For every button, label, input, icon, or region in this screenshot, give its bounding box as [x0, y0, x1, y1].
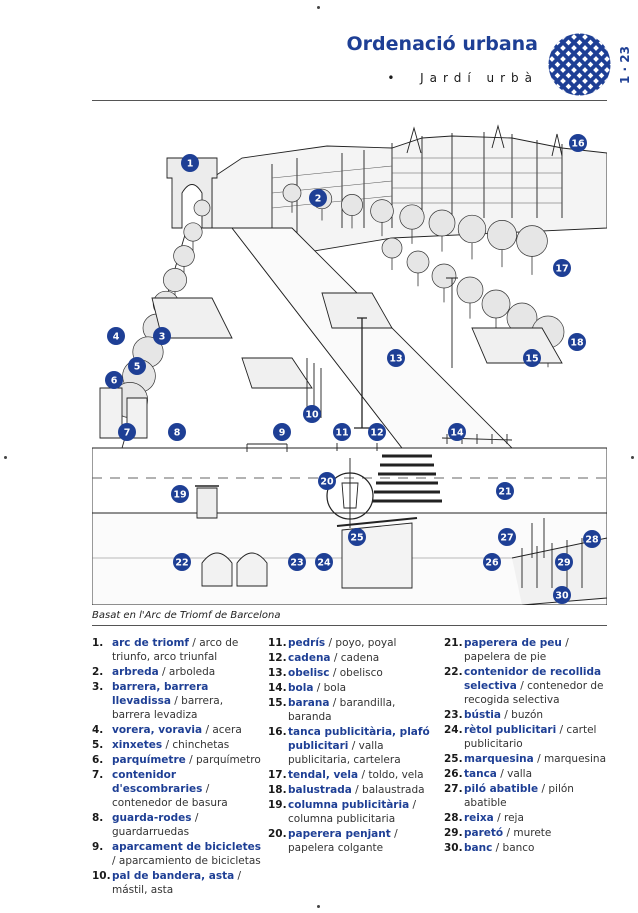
- glossary-entry-body: [112, 753, 262, 767]
- callout-number: 27: [500, 532, 514, 544]
- glossary-separator: /: [496, 768, 508, 780]
- glossary-entry-body: [288, 725, 440, 767]
- glossary-column-2: [268, 636, 440, 856]
- tree-crown: [174, 246, 195, 267]
- callout-number: 30: [555, 590, 569, 602]
- logo-tile: [588, 33, 594, 34]
- crop-mark: [631, 456, 634, 459]
- tree-crown: [283, 184, 301, 202]
- glossary-entry: [268, 636, 440, 650]
- logo-tile: [604, 89, 610, 95]
- tree-crown: [458, 215, 486, 243]
- glossary-entry: [444, 782, 610, 810]
- glossary-separator: /: [188, 637, 200, 649]
- glossary-translation: reja: [503, 812, 524, 824]
- crop-mark: [4, 456, 7, 459]
- tree-crown: [400, 205, 424, 229]
- callout-number: 3: [158, 331, 166, 343]
- glossary-entry-number: 17.: [268, 769, 287, 781]
- logo-tile: [548, 40, 549, 46]
- glossary-entry-body: [112, 840, 262, 868]
- tree-crown: [341, 194, 362, 215]
- glossary-entry-body: [112, 738, 262, 752]
- glossary-term: bústia: [464, 709, 501, 721]
- header-rule: [92, 100, 607, 101]
- urban-garden-illustration: [92, 118, 607, 605]
- tree-crown: [382, 238, 402, 258]
- glossary-entry-number: 24.: [444, 724, 463, 736]
- glossary-entry: [268, 666, 440, 680]
- crop-mark: [317, 6, 320, 9]
- callout-number: 18: [570, 337, 584, 349]
- glossary-separator: /: [185, 754, 196, 766]
- glossary-entry-number: 21.: [444, 637, 463, 649]
- glossary-separator: /: [234, 870, 242, 882]
- glossary-translation: marquesina: [543, 753, 607, 765]
- glossary-entry: [92, 680, 262, 722]
- glossary-term: reixa: [464, 812, 494, 824]
- glossary-translation: barrera, barrera levadiza: [112, 695, 224, 721]
- glossary-entry: [444, 752, 610, 766]
- glossary-separator: /: [162, 739, 173, 751]
- callout-number: 28: [585, 534, 599, 546]
- glossary-entry: [444, 665, 610, 707]
- glossary-term: barrera, barrera llevadissa: [112, 681, 209, 707]
- logo-tile: [555, 33, 561, 34]
- glossary-translation: cadena: [340, 652, 380, 664]
- glossary-entry-body: [288, 783, 440, 797]
- glossary-entry-number: 16.: [268, 726, 287, 738]
- logo-tile: [610, 51, 611, 57]
- logo-tile: [599, 95, 605, 96]
- glossary-term: bola: [288, 682, 314, 694]
- tree-crown: [457, 277, 483, 303]
- callout-number: 22: [175, 557, 189, 569]
- glossary-entry-number: 7.: [92, 769, 104, 781]
- glossary-term: rètol publicitari: [464, 724, 557, 736]
- tree-crown: [371, 200, 394, 223]
- glossary-entry-number: 4.: [92, 724, 104, 736]
- logo-tile: [604, 34, 610, 40]
- callout-number: 14: [450, 427, 464, 439]
- glossary-entry: [268, 783, 440, 797]
- glossary-separator: /: [500, 709, 512, 721]
- callout-number: 19: [173, 489, 187, 501]
- glossary-entry: [92, 723, 262, 737]
- glossary-entry-body: [288, 696, 440, 724]
- glossary-translation: valla publicitaria, cartelera: [288, 740, 401, 766]
- glossary-entry-body: [112, 665, 262, 679]
- glossary-separator: /: [191, 812, 199, 824]
- glossary-term: guarda-rodes: [112, 812, 192, 824]
- callout-number: 6: [110, 375, 118, 387]
- callout-number: 12: [370, 427, 384, 439]
- glossary-translation: contenedor de recogida selectiva: [464, 680, 604, 706]
- glossary-entry: [268, 725, 440, 767]
- glossary-separator: /: [158, 666, 169, 678]
- glossary-entry-number: 28.: [444, 812, 463, 824]
- callout-number: 15: [525, 353, 539, 365]
- glossary-entry-body: [288, 651, 440, 665]
- glossary-term: arc de triomf: [112, 637, 189, 649]
- glossary-entry: [92, 665, 262, 679]
- glossary-entry-number: 15.: [268, 697, 287, 709]
- glossary-term: banc: [464, 842, 493, 854]
- glossary-entry: [444, 636, 610, 664]
- glossary-separator: /: [409, 799, 417, 811]
- glossary-translation: papelera de pie: [464, 651, 547, 663]
- logo-tile: [588, 95, 594, 96]
- glossary-entry: [92, 753, 262, 767]
- logo-tile: [549, 34, 555, 40]
- glossary-term: arbreda: [112, 666, 159, 678]
- glossary-entry-number: 12.: [268, 652, 287, 664]
- logo-tile: [548, 84, 549, 90]
- tree-crown: [184, 223, 202, 241]
- page-subtitle: • Jardí urbà: [387, 71, 538, 85]
- glossary-entry: [268, 798, 440, 826]
- glossary-translation: obelisco: [339, 667, 383, 679]
- glossary-entry-number: 14.: [268, 682, 287, 694]
- glossary-entry-number: 23.: [444, 709, 463, 721]
- glossary-column-1: [92, 636, 262, 898]
- glossary-term: paretó: [464, 827, 504, 839]
- glossary-translation: pilón abatible: [464, 783, 574, 809]
- glossary-term: piló abatible: [464, 783, 539, 795]
- logo-tile: [548, 95, 549, 96]
- caption-rule: [92, 625, 607, 626]
- glossary-term: barana: [288, 697, 330, 709]
- glossary-entry: [444, 708, 610, 722]
- glossary-entry: [268, 768, 440, 782]
- glossary-entry-body: [288, 666, 440, 680]
- glossary-entry-number: 6.: [92, 754, 104, 766]
- glossary-entry: [92, 811, 262, 839]
- glossary-translation: poyo, poyal: [335, 637, 397, 649]
- glossary-entry-body: [288, 681, 440, 695]
- glossary-translation: acera: [212, 724, 242, 736]
- callout-number: 25: [350, 532, 364, 544]
- callout-number: 8: [173, 427, 181, 439]
- glossary-entry: [92, 636, 262, 664]
- logo-tile: [610, 33, 611, 34]
- glossary-separator: /: [493, 812, 504, 824]
- glossary-term: balustrada: [288, 784, 352, 796]
- glossary-translation: buzón: [511, 709, 544, 721]
- glossary-entry: [92, 869, 262, 897]
- glossary-entry-number: 30.: [444, 842, 463, 854]
- glossary-term: contenidor de recollida selectiva: [464, 666, 602, 692]
- glossary-entry-body: [288, 636, 440, 650]
- glossary-entry-body: [464, 782, 610, 810]
- glossary-entry-number: 8.: [92, 812, 104, 824]
- glossary-term: tanca publicitària, plafó publicitari: [288, 726, 430, 752]
- callout-number: 13: [389, 353, 403, 365]
- glossary-entry-body: [464, 826, 610, 840]
- glossary-term: paperera de peu: [464, 637, 562, 649]
- tree-crown: [163, 268, 186, 291]
- logo-tile: [610, 73, 611, 79]
- glossary-entry-body: [464, 811, 610, 825]
- glossary-entry-body: [288, 798, 440, 826]
- glossary-separator: /: [351, 784, 363, 796]
- glossary-separator: /: [313, 682, 324, 694]
- glossary-entry-body: [112, 680, 262, 722]
- glossary-term: tanca: [464, 768, 497, 780]
- glossary-entry-body: [464, 767, 610, 781]
- glossary-translation: toldo, vela: [368, 769, 424, 781]
- callout-number: 10: [305, 409, 319, 421]
- callout-number: 5: [133, 361, 141, 373]
- glossary-entry-number: 18.: [268, 784, 287, 796]
- logo-tile: [566, 33, 572, 34]
- glossary-entry-body: [464, 841, 610, 855]
- glossary-separator: /: [492, 842, 503, 854]
- glossary-entry-body: [112, 723, 262, 737]
- glossary-entry: [444, 826, 610, 840]
- glossary-entry-body: [112, 636, 262, 664]
- glossary-entry: [444, 767, 610, 781]
- callout-number: 23: [290, 557, 304, 569]
- tree-crown: [482, 290, 510, 318]
- glossary-translation: guardarruedas: [112, 826, 190, 838]
- glossary-separator: /: [348, 740, 359, 752]
- callout-number: 17: [555, 263, 569, 275]
- glossary-translation: arboleda: [168, 666, 216, 678]
- callout-number: 1: [186, 158, 194, 170]
- glossary-entry-number: 29.: [444, 827, 463, 839]
- logo-tile: [549, 89, 555, 95]
- glossary-entry-number: 25.: [444, 753, 463, 765]
- glossary-entry-number: 3.: [92, 681, 104, 693]
- glossary-separator: /: [330, 652, 341, 664]
- callout-number: 21: [498, 486, 512, 498]
- glossary-separator: /: [329, 667, 340, 679]
- glossary-separator: /: [503, 827, 514, 839]
- glossary-separator: /: [202, 783, 210, 795]
- glossary-entry-body: [112, 811, 262, 839]
- glossary-translation: contenedor de basura: [112, 797, 228, 809]
- tree-crown: [487, 220, 516, 249]
- glossary-column-3: [444, 636, 610, 856]
- glossary-entry-number: 1.: [92, 637, 104, 649]
- glossary-entry: [444, 723, 610, 751]
- glossary-separator: /: [170, 695, 182, 707]
- glossary-separator: /: [561, 637, 569, 649]
- callout-number: 26: [485, 557, 499, 569]
- glossary-entry: [92, 738, 262, 752]
- glossary-translation: balaustrada: [362, 784, 425, 796]
- glossary-entry-number: 26.: [444, 768, 463, 780]
- page-number: 1 · 23: [618, 46, 632, 84]
- glossary-term: aparcament de bicicletes: [112, 841, 261, 853]
- glossary-translation: bola: [323, 682, 347, 694]
- glossary-entry-number: 11.: [268, 637, 287, 649]
- glossary-entry-body: [464, 665, 610, 707]
- glossary-entry: [92, 840, 262, 868]
- crop-mark: [317, 905, 320, 908]
- glossary-entry-number: 13.: [268, 667, 287, 679]
- glossary-term: contenidor d'escombraries: [112, 769, 203, 795]
- glossary-entry-number: 22.: [444, 666, 463, 678]
- glossary-entry-body: [464, 752, 610, 766]
- glossary-separator: /: [325, 637, 336, 649]
- glossary-translation: columna publicitaria: [288, 813, 396, 825]
- tree-crown: [429, 210, 455, 236]
- glossary-separator: /: [112, 855, 119, 867]
- logo-tile: [610, 84, 611, 90]
- glossary-term: obelisc: [288, 667, 330, 679]
- glossary-translation: parquímetro: [195, 754, 261, 766]
- glossary-term: paperera penjant: [288, 828, 391, 840]
- glossary-separator: /: [538, 783, 549, 795]
- glossary-entry: [444, 811, 610, 825]
- glossary-translation: papelera colgante: [288, 842, 384, 854]
- callout-number: 29: [557, 557, 571, 569]
- glossary-translation: aparcamiento de bicicletas: [118, 855, 261, 867]
- glossary-term: vorera, voravia: [112, 724, 203, 736]
- glossary-term: pal de bandera, asta: [112, 870, 235, 882]
- glossary-term: cadena: [288, 652, 331, 664]
- glossary-translation: valla: [507, 768, 533, 780]
- glossary-translation: cartel publicitario: [464, 724, 597, 750]
- page-title: Ordenació urbana: [346, 33, 538, 55]
- glossary-entry-body: [464, 723, 610, 751]
- glossary-entry-body: [112, 869, 262, 897]
- callout-number: 24: [317, 557, 331, 569]
- callout-number: 16: [571, 138, 585, 150]
- logo-tile: [548, 73, 549, 79]
- logo-tile: [566, 95, 572, 96]
- tree-crown: [407, 251, 429, 273]
- glossary-term: xinxetes: [112, 739, 163, 751]
- callout-number: 2: [314, 193, 322, 205]
- glossary-entry: [268, 651, 440, 665]
- tree-crown: [194, 200, 210, 216]
- glossary-entry-body: [464, 708, 610, 722]
- glossary-translation: mástil, asta: [112, 884, 174, 896]
- glossary-entry-number: 5.: [92, 739, 104, 751]
- callout-number: 9: [278, 427, 286, 439]
- glossary-entry: [268, 827, 440, 855]
- glossary-term: pedrís: [288, 637, 326, 649]
- glossary-entry-body: [464, 636, 610, 664]
- glossary-translation: arco de triunfo, arco triunfal: [112, 637, 239, 663]
- glossary-entry-body: [288, 827, 440, 855]
- callout-number: 7: [123, 427, 131, 439]
- glossary-entry: [268, 681, 440, 695]
- glossary-entry: [444, 841, 610, 855]
- glossary-separator: /: [556, 724, 567, 736]
- glossary-separator: /: [533, 753, 544, 765]
- illustration-caption: Basat en l'Arc de Triomf de Barcelona: [92, 610, 281, 621]
- glossary-term: tendal, vela: [288, 769, 359, 781]
- logo-tile: [610, 95, 611, 96]
- glossary-term: marquesina: [464, 753, 534, 765]
- glossary-translation: chinchetas: [172, 739, 230, 751]
- glossary-separator: /: [329, 697, 340, 709]
- section-logo-icon: [548, 33, 611, 96]
- callout-number: 20: [320, 476, 334, 488]
- logo-tile: [610, 40, 611, 46]
- glossary-translation: banco: [502, 842, 535, 854]
- glossary-translation: murete: [513, 827, 552, 839]
- glossary-term: columna publicitària: [288, 799, 410, 811]
- glossary-entry-body: [288, 768, 440, 782]
- glossary-entry-number: 10.: [92, 870, 111, 882]
- glossary-separator: /: [390, 828, 398, 840]
- glossary-entry-number: 20.: [268, 828, 287, 840]
- glossary-separator: /: [358, 769, 369, 781]
- glossary-entry-number: 19.: [268, 799, 287, 811]
- logo-tile: [555, 95, 561, 96]
- glossary-entry: [268, 696, 440, 724]
- glossary-translation: barandilla, baranda: [288, 697, 396, 723]
- logo-tile: [548, 33, 549, 34]
- glossary-entry-number: 9.: [92, 841, 104, 853]
- callout-number: 4: [112, 331, 120, 343]
- callout-number: 11: [335, 427, 349, 439]
- glossary-entry-number: 27.: [444, 783, 463, 795]
- glossary-term: parquímetre: [112, 754, 186, 766]
- glossary-entry-body: [112, 768, 262, 810]
- glossary-separator: /: [516, 680, 528, 692]
- glossary-separator: /: [202, 724, 213, 736]
- glossary-entry: [92, 768, 262, 810]
- logo-tile: [599, 33, 605, 34]
- logo-tile: [548, 51, 549, 57]
- glossary-entry-number: 2.: [92, 666, 104, 678]
- tree-crown: [517, 226, 548, 257]
